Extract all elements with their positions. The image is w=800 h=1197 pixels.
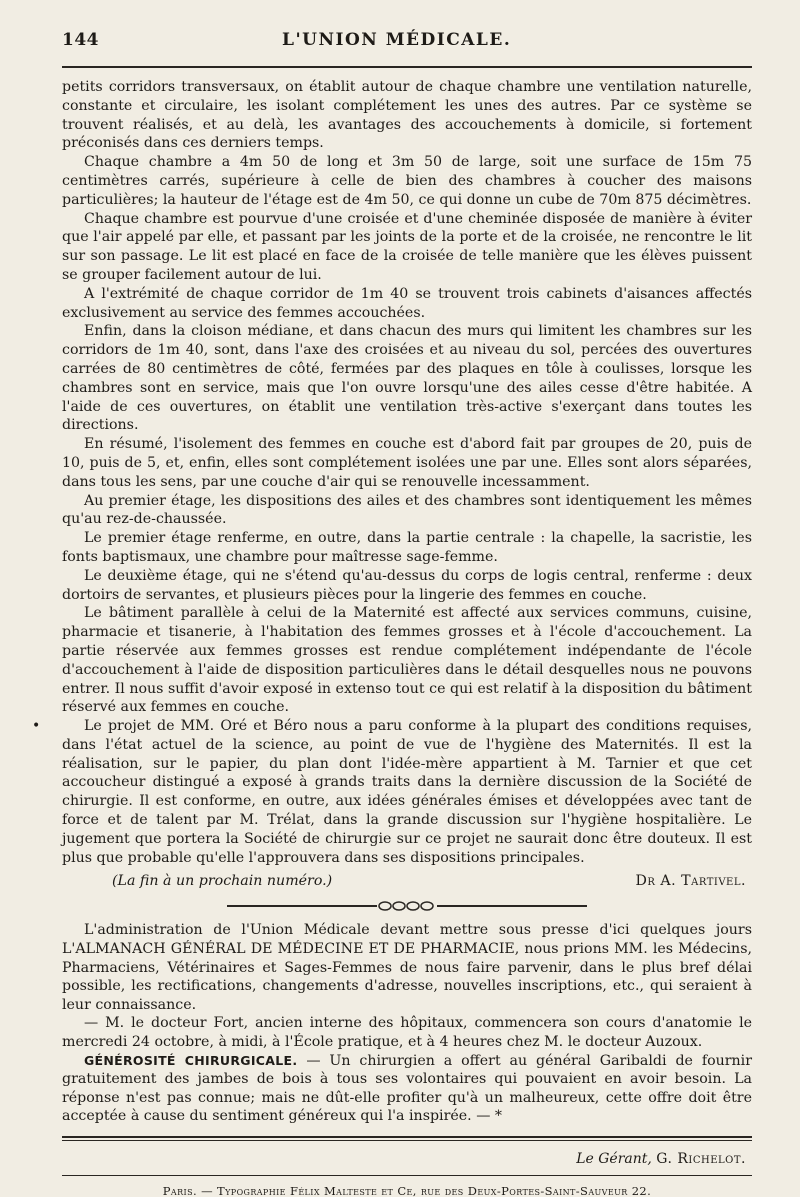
generosite-text: — Un chirurgien a offert au général Garibaldi de fournir gratuitement des jambes de bois à tous ses volontaires qui pouvaient en avoir besoin. La réponse n'est pas connue; mais ne dût-elle profiter qu'à un malheureux, cette offre doit être acceptée à cause du sentiment généreux qui l'a inspirée. — * [62, 1052, 752, 1125]
ornament-rule-left [227, 905, 377, 907]
section-ornament [62, 901, 752, 911]
notice-cours: — M. le docteur Fort, ancien interne des hôpitaux, commencera son cours d'anatomie le mercredi 24 octobre, à midi, à l'École pratique, et à 4 heures chez M. le docteur Auzoux. [62, 1015, 752, 1051]
author-signature: Dr A. Tartivel. [635, 873, 746, 890]
margin-mark: • [32, 718, 41, 734]
header-rule [62, 66, 752, 68]
printer-imprint: Paris. — Typographie Félix Malteste et Ce, rue des Deux-Portes-Saint-Sauveur 22. [162, 1184, 652, 1197]
gerant-label: Le Gérant, [576, 1151, 652, 1167]
ornament-chain-icon [377, 901, 437, 911]
imprint-rule [62, 1175, 752, 1176]
gerant-name: G. Richelot. [656, 1151, 746, 1167]
article-paragraph: Le deuxième étage, qui ne s'étend qu'au-dessus du corps de logis central, renferme : deux dortoirs de servantes, et plusieurs pièces pour la lingerie des femmes en couche. [62, 567, 752, 603]
notices-section [62, 921, 752, 1126]
article-paragraph: petits corridors transversaux, on établit autour de chaque chambre une ventilation naturelle, constante et circulaire, les isolant complétement les unes des autres. Par ce système se trouvent réalisés, et au delà, les avantages des accouchements à domicile, si fortement préconisés dans ces derniers temps. [62, 79, 752, 152]
gerant-line [62, 1149, 752, 1169]
article-paragraph: Au premier étage, les dispositions des ailes et des chambres sont identiquement les mêmes qu'au rez-de-chaussée. [62, 492, 752, 528]
article-paragraph: Chaque chambre est pourvue d'une croisée et d'une cheminée disposée de manière à éviter que l'air appelé par elle, et passant par les joints de la porte et de la croisée, ne rencontre le lit sur son passage. Le lit est placé en face de la croisée de telle manière que les élèves puissent se grouper facilement autour de lui. [62, 210, 752, 283]
notice-generosite [62, 1052, 752, 1126]
article-paragraph: Le projet de MM. Oré et Béro nous a paru conforme à la plupart des conditions requises, dans l'état actuel de la science, au point de vue de l'hygiène des Maternités. Il est la réalisation, sur le papier, du plan dont l'idée-mère appartient à M. Tarnier et que cet accoucheur distingué a exposé à grands traits dans la dernière discussion de la Société de chirurgie. Il est conforme, en outre, aux idées générales émises et développées avec tant de force et de talent par M. Trélat, dans la grande discussion sur l'hygiène hospitalière. Le jugement que portera la Société de chirurgie sur ce projet ne saurait donc être douteux. Il est plus que probable qu'elle l'approuvera dans ses dispositions principales. [62, 718, 752, 866]
article-signoff [62, 867, 752, 891]
article-body [62, 78, 752, 867]
article-paragraph: Le premier étage renferme, en outre, dans la partie centrale : la chapelle, la sacristie, les fonts baptismaux, une chambre pour maîtresse sage-femme. [62, 530, 752, 565]
continued-note: (La fin à un prochain numéro.) [112, 873, 333, 890]
notice-almanach: L'administration de l'Union Médicale devant mettre sous presse d'ici quelques jours L'ALMANACH GÉNÉRAL DE MÉDECINE ET DE PHARMACIE, nous prions MM. les Médecins, Pharmaciens, Vétérinaires et Sages-Femmes de nous faire parvenir, dans le plus bref délai possible, les rectifications, changements d'adresse, nouvelles inscriptions, etc., qui seraient à leur connaissance. [62, 922, 752, 1013]
page-number: 144 [62, 30, 99, 50]
running-header [62, 30, 752, 58]
article-paragraph: Chaque chambre a 4m 50 de long et 3m 50 de large, soit une surface de 15m 75 centimètres carrés, supérieure à celle de bien des chambres à coucher des maisons particulières; la hauteur de l'étage est de 4m 50, ce qui donne un cube de 70m 875 décimètres. [62, 154, 752, 208]
generosite-heading: GÉNÉROSITÉ CHIRURGICALE. [84, 1052, 298, 1068]
ornament-rule-right [437, 905, 587, 907]
footer-rule [62, 1136, 752, 1141]
article-paragraph: Le bâtiment parallèle à celui de la Maternité est affecté aux services communs, cuisine, pharmacie et tisanerie, à l'habitation des femmes grosses et à l'école d'accouchement. La partie réservée aux femmes grosses est rendue complétement indépendante de l'école d'accouchement à l'aide de disposition particulières dans le détail desquelles nous ne pouvons entrer. Il nous suffit d'avoir exposé in extenso tout ce qui est relatif à la disposition du bâtiment réservé aux femmes en couche. [62, 605, 752, 716]
journal-title: L'UNION MÉDICALE. [282, 30, 512, 50]
article-paragraph: Enfin, dans la cloison médiane, et dans chacun des murs qui limitent les chambres sur les corridors de 1m 40, sont, dans l'axe des croisées et au niveau du sol, percées des ouvertures carrées de 80 centimètres de côté, fermées par des plaques en tôle à coulisses, lorsque les chambres sont en service, mais que l'on ouvre lorsqu'une des ailes cesse d'être habitée. A l'aide de ces ouvertures, on établit une ventilation très-active s'exerçant dans toutes les directions. [62, 323, 752, 434]
article-paragraph: En résumé, l'isolement des femmes en couche est d'abord fait par groupes de 20, puis de 10, puis de 5, et, enfin, elles sont complétement isolées une par une. Elles sont alors séparées, dans tous les sens, par une couche d'air qui se renouvelle incessamment. [62, 436, 752, 490]
article-paragraph: A l'extrémité de chaque corridor de 1m 40 se trouvent trois cabinets d'aisances affectés exclusivement au service des femmes accouchées. [62, 285, 752, 321]
